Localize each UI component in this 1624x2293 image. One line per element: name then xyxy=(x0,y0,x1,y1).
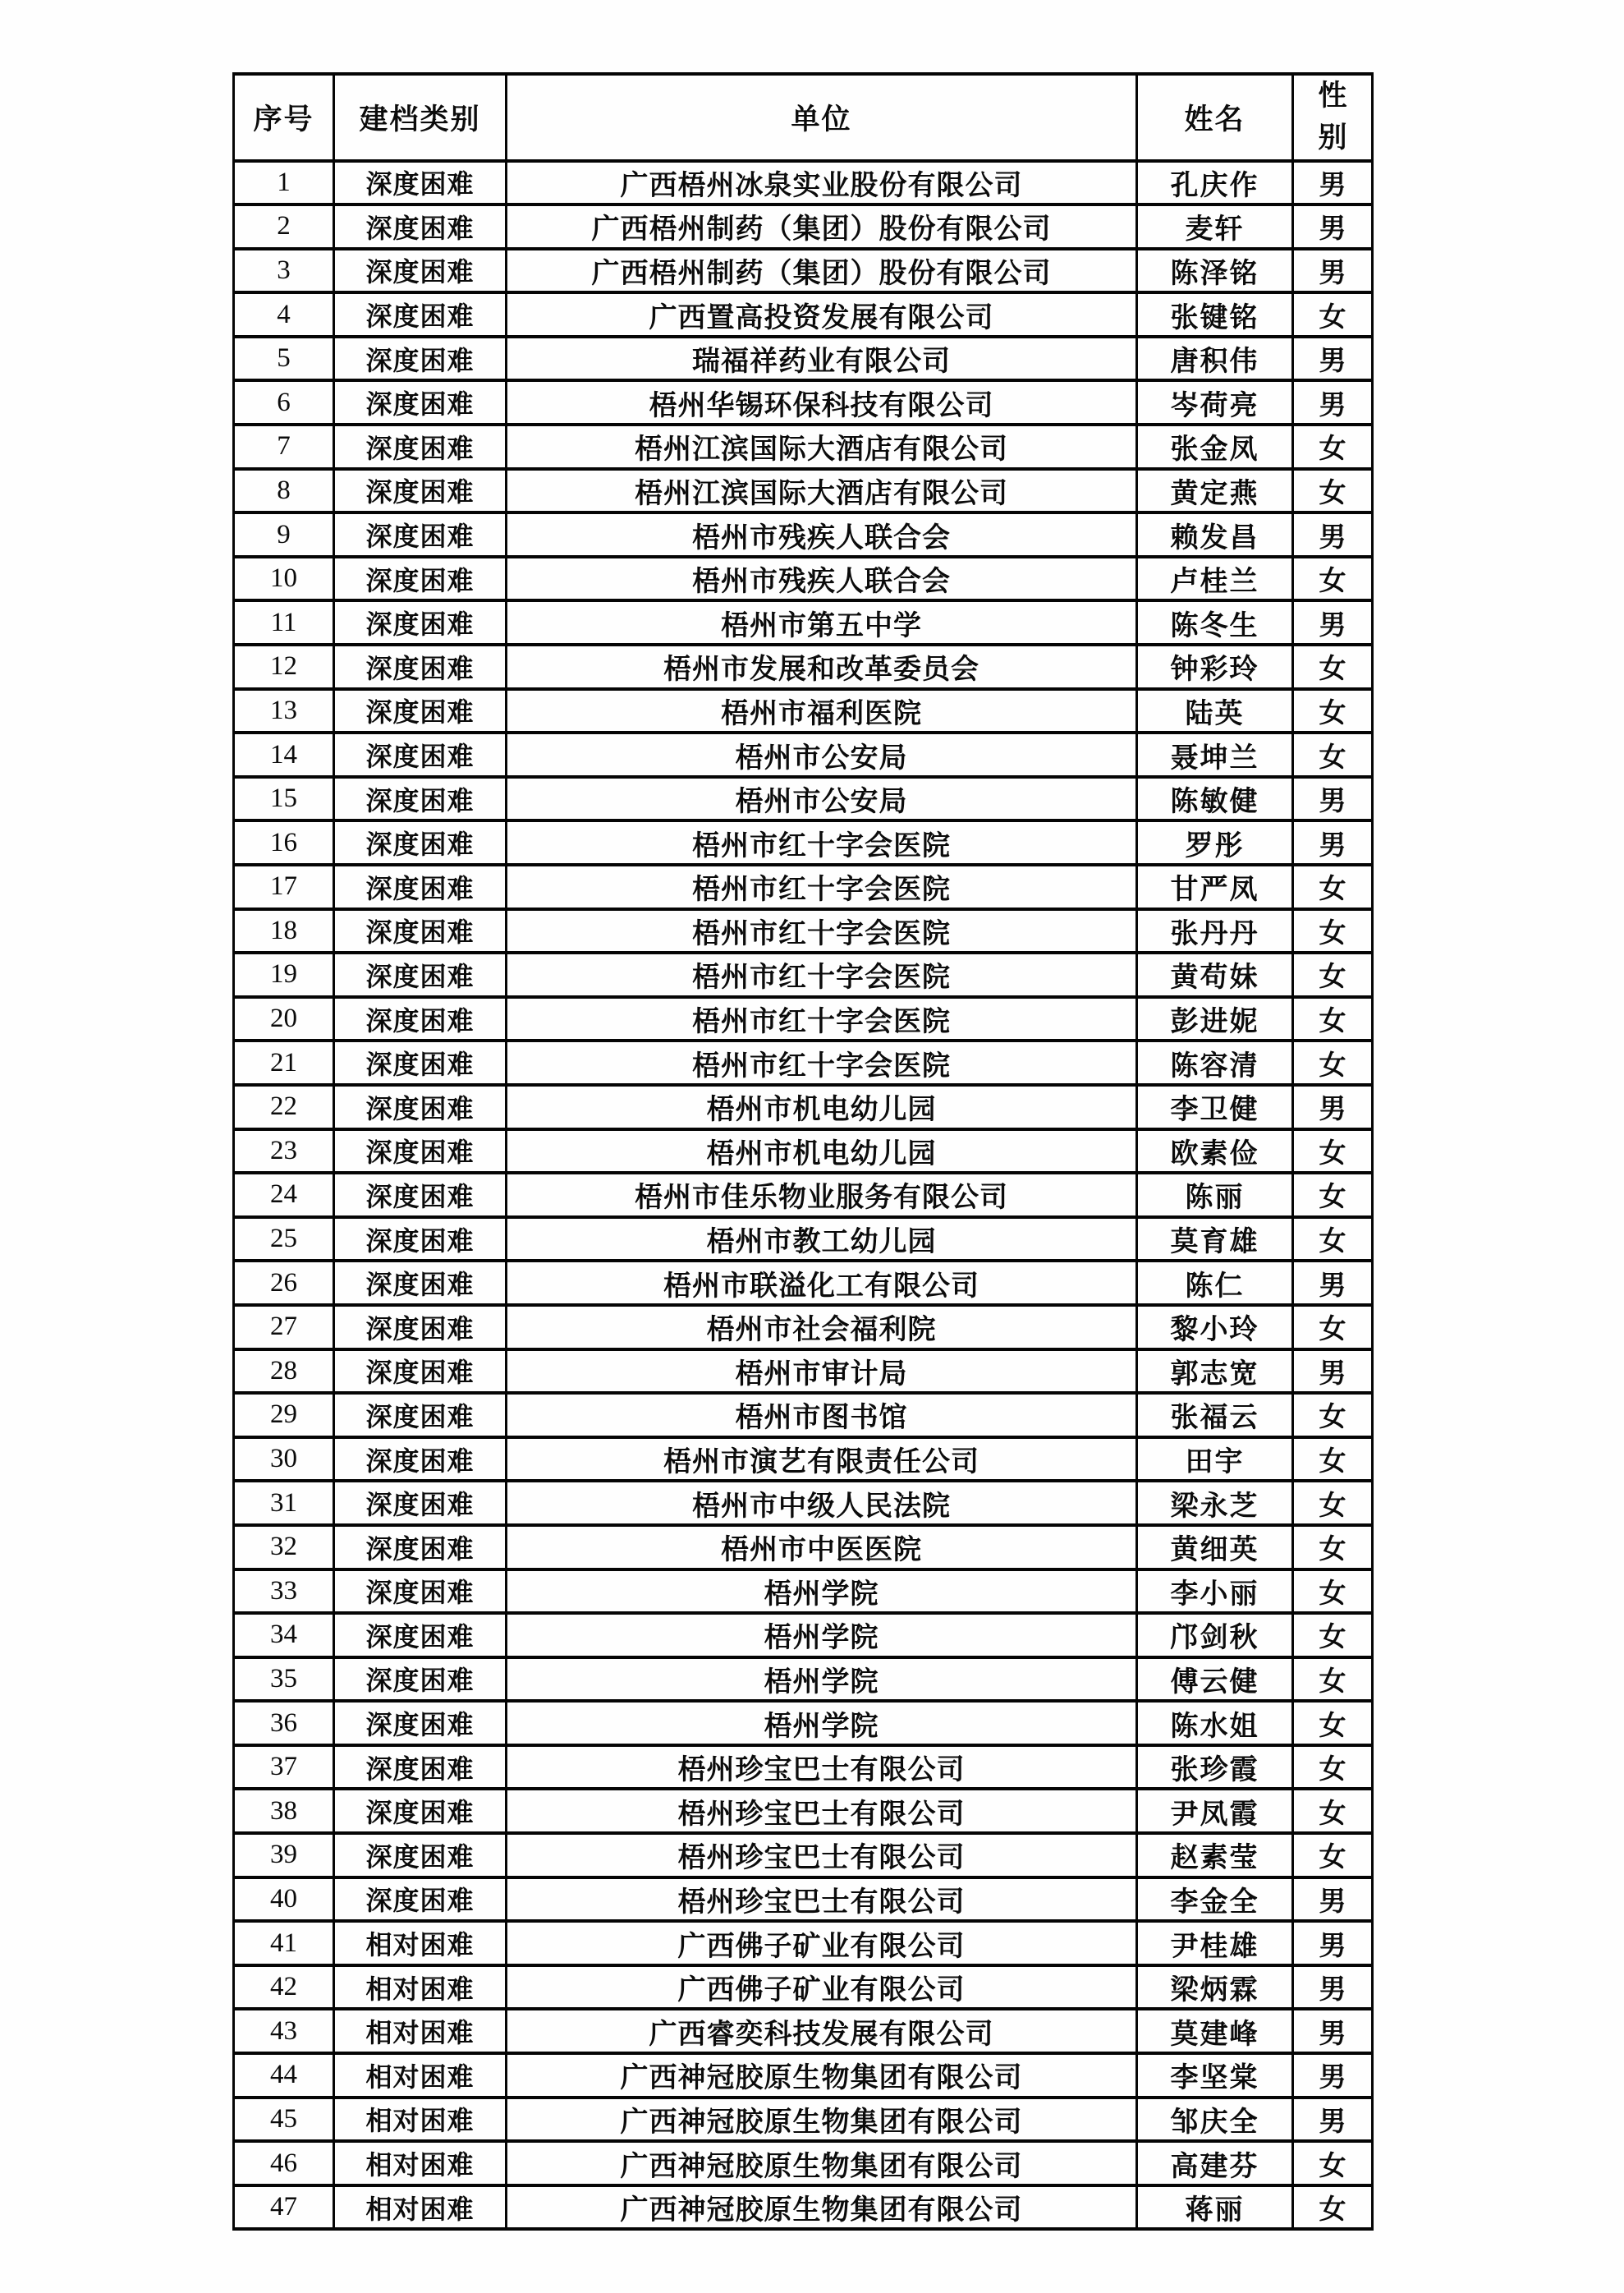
cell-category: 深度困难 xyxy=(334,953,507,997)
cell-unit: 梧州市红十字会医院 xyxy=(507,953,1137,997)
cell-name: 卢桂兰 xyxy=(1137,557,1293,601)
cell-name: 孔庆作 xyxy=(1137,161,1293,205)
cell-name: 陈泽铭 xyxy=(1137,249,1293,293)
cell-category: 深度困难 xyxy=(334,645,507,689)
cell-unit: 梧州市教工幼儿园 xyxy=(507,1217,1137,1261)
cell-category: 相对困难 xyxy=(334,2009,507,2053)
cell-name: 梁永芝 xyxy=(1137,1481,1293,1525)
cell-gender: 女 xyxy=(1293,1657,1373,1702)
header-category xyxy=(334,74,507,161)
cell-name: 莫建峰 xyxy=(1137,2009,1293,2053)
cell-name: 钟彩玲 xyxy=(1137,645,1293,689)
cell-name: 黄细英 xyxy=(1137,1525,1293,1569)
cell-name: 李卫健 xyxy=(1137,1085,1293,1129)
cell-serial-number: 28 xyxy=(234,1349,334,1394)
cell-unit: 梧州珍宝巴士有限公司 xyxy=(507,1877,1137,1922)
cell-serial-number: 32 xyxy=(234,1525,334,1569)
cell-gender: 女 xyxy=(1293,2185,1373,2230)
cell-serial-number: 12 xyxy=(234,645,334,689)
cell-serial-number: 11 xyxy=(234,600,334,645)
cell-serial-number: 22 xyxy=(234,1085,334,1129)
cell-category: 深度困难 xyxy=(334,777,507,821)
table-row xyxy=(234,997,1373,1041)
cell-unit: 梧州市审计局 xyxy=(507,1349,1137,1394)
cell-name: 邹庆全 xyxy=(1137,2098,1293,2142)
cell-unit: 广西梧州冰泉实业股份有限公司 xyxy=(507,161,1137,205)
table-row xyxy=(234,380,1373,425)
cell-gender: 女 xyxy=(1293,1437,1373,1482)
table-row xyxy=(234,645,1373,689)
cell-gender: 男 xyxy=(1293,777,1373,821)
cell-gender: 女 xyxy=(1293,997,1373,1041)
header-category-label: 建档类别 xyxy=(359,103,481,136)
cell-gender: 女 xyxy=(1293,1525,1373,1569)
cell-category: 深度困难 xyxy=(334,1393,507,1437)
cell-unit: 梧州珍宝巴士有限公司 xyxy=(507,1789,1137,1833)
cell-name: 尹凤霞 xyxy=(1137,1789,1293,1833)
table-row xyxy=(234,1701,1373,1745)
cell-gender: 男 xyxy=(1293,2098,1373,2142)
cell-gender: 女 xyxy=(1293,292,1373,337)
table-row xyxy=(234,600,1373,645)
cell-category: 深度困难 xyxy=(334,1701,507,1745)
table-row xyxy=(234,1745,1373,1790)
cell-unit: 梧州市图书馆 xyxy=(507,1393,1137,1437)
cell-unit: 梧州珍宝巴士有限公司 xyxy=(507,1745,1137,1790)
cell-name: 陈丽 xyxy=(1137,1173,1293,1217)
cell-name: 唐积伟 xyxy=(1137,337,1293,381)
cell-category: 深度困难 xyxy=(334,1613,507,1657)
cell-name: 麦轩 xyxy=(1137,204,1293,249)
cell-name: 张福云 xyxy=(1137,1393,1293,1437)
cell-unit: 广西神冠胶原生物集团有限公司 xyxy=(507,2053,1137,2098)
cell-category: 深度困难 xyxy=(334,1349,507,1394)
header-unit xyxy=(507,74,1137,161)
cell-name: 李小丽 xyxy=(1137,1569,1293,1614)
cell-name: 邝剑秋 xyxy=(1137,1613,1293,1657)
cell-gender: 女 xyxy=(1293,1305,1373,1349)
cell-gender: 女 xyxy=(1293,865,1373,909)
header-serial-number-label: 序号 xyxy=(253,103,314,136)
cell-category: 深度困难 xyxy=(334,820,507,865)
cell-gender: 女 xyxy=(1293,2141,1373,2185)
table-row xyxy=(234,1041,1373,1085)
cell-category: 相对困难 xyxy=(334,1965,507,2010)
cell-category: 深度困难 xyxy=(334,997,507,1041)
table-row xyxy=(234,204,1373,249)
cell-category: 深度困难 xyxy=(334,733,507,777)
table-row xyxy=(234,1613,1373,1657)
table-row xyxy=(234,2098,1373,2142)
table-row xyxy=(234,1085,1373,1129)
cell-unit: 梧州市残疾人联合会 xyxy=(507,557,1137,601)
cell-name: 黄定燕 xyxy=(1137,469,1293,513)
table-row xyxy=(234,1261,1373,1305)
cell-gender: 男 xyxy=(1293,1965,1373,2010)
cell-name: 尹桂雄 xyxy=(1137,1921,1293,1965)
cell-unit: 广西梧州制药（集团）股份有限公司 xyxy=(507,249,1137,293)
cell-unit: 广西佛子矿业有限公司 xyxy=(507,1965,1137,2010)
cell-name: 莫育雄 xyxy=(1137,1217,1293,1261)
cell-category: 深度困难 xyxy=(334,380,507,425)
cell-serial-number: 43 xyxy=(234,2009,334,2053)
cell-gender: 男 xyxy=(1293,512,1373,557)
cell-gender: 女 xyxy=(1293,557,1373,601)
cell-serial-number: 30 xyxy=(234,1437,334,1482)
cell-name: 郭志宽 xyxy=(1137,1349,1293,1394)
header-name xyxy=(1137,74,1293,161)
table-row xyxy=(234,865,1373,909)
table-row xyxy=(234,2009,1373,2053)
cell-category: 深度困难 xyxy=(334,1481,507,1525)
table-row xyxy=(234,1921,1373,1965)
cell-name: 李金全 xyxy=(1137,1877,1293,1922)
cell-gender: 女 xyxy=(1293,1217,1373,1261)
cell-name: 赵素莹 xyxy=(1137,1833,1293,1877)
cell-unit: 梧州市社会福利院 xyxy=(507,1305,1137,1349)
cell-serial-number: 3 xyxy=(234,249,334,293)
cell-serial-number: 40 xyxy=(234,1877,334,1922)
cell-unit: 梧州市机电幼儿园 xyxy=(507,1085,1137,1129)
cell-unit: 梧州市公安局 xyxy=(507,733,1137,777)
cell-category: 深度困难 xyxy=(334,689,507,733)
cell-unit: 广西置高投资发展有限公司 xyxy=(507,292,1137,337)
cell-gender: 女 xyxy=(1293,733,1373,777)
cell-unit: 梧州华锡环保科技有限公司 xyxy=(507,380,1137,425)
cell-unit: 瑞福祥药业有限公司 xyxy=(507,337,1137,381)
cell-unit: 梧州学院 xyxy=(507,1657,1137,1702)
cell-category: 深度困难 xyxy=(334,600,507,645)
cell-serial-number: 20 xyxy=(234,997,334,1041)
cell-serial-number: 41 xyxy=(234,1921,334,1965)
cell-serial-number: 5 xyxy=(234,337,334,381)
cell-serial-number: 27 xyxy=(234,1305,334,1349)
cell-name: 高建芬 xyxy=(1137,2141,1293,2185)
table-row xyxy=(234,689,1373,733)
cell-category: 深度困难 xyxy=(334,512,507,557)
table-row xyxy=(234,1349,1373,1394)
table-row xyxy=(234,1305,1373,1349)
cell-serial-number: 16 xyxy=(234,820,334,865)
cell-gender: 女 xyxy=(1293,1789,1373,1833)
cell-unit: 梧州江滨国际大酒店有限公司 xyxy=(507,425,1137,469)
cell-category: 深度困难 xyxy=(334,249,507,293)
table-row xyxy=(234,425,1373,469)
cell-gender: 男 xyxy=(1293,380,1373,425)
cell-unit: 梧州学院 xyxy=(507,1613,1137,1657)
cell-serial-number: 34 xyxy=(234,1613,334,1657)
table-row xyxy=(234,1173,1373,1217)
cell-category: 深度困难 xyxy=(334,1041,507,1085)
cell-unit: 广西神冠胶原生物集团有限公司 xyxy=(507,2098,1137,2142)
cell-serial-number: 42 xyxy=(234,1965,334,2010)
cell-gender: 女 xyxy=(1293,469,1373,513)
cell-category: 深度困难 xyxy=(334,865,507,909)
cell-category: 深度困难 xyxy=(334,1217,507,1261)
cell-unit: 梧州江滨国际大酒店有限公司 xyxy=(507,469,1137,513)
cell-name: 陈水姐 xyxy=(1137,1701,1293,1745)
table-row xyxy=(234,1217,1373,1261)
cell-serial-number: 6 xyxy=(234,380,334,425)
cell-serial-number: 36 xyxy=(234,1701,334,1745)
cell-serial-number: 47 xyxy=(234,2185,334,2230)
cell-serial-number: 25 xyxy=(234,1217,334,1261)
cell-category: 深度困难 xyxy=(334,1173,507,1217)
cell-unit: 梧州市演艺有限责任公司 xyxy=(507,1437,1137,1482)
cell-gender: 女 xyxy=(1293,1613,1373,1657)
cell-gender: 女 xyxy=(1293,689,1373,733)
table-row xyxy=(234,1833,1373,1877)
cell-category: 深度困难 xyxy=(334,337,507,381)
cell-category: 深度困难 xyxy=(334,1129,507,1174)
cell-serial-number: 26 xyxy=(234,1261,334,1305)
cell-serial-number: 18 xyxy=(234,909,334,954)
cell-gender: 女 xyxy=(1293,645,1373,689)
cell-serial-number: 29 xyxy=(234,1393,334,1437)
table-row xyxy=(234,2185,1373,2230)
cell-unit: 广西神冠胶原生物集团有限公司 xyxy=(507,2185,1137,2230)
cell-serial-number: 46 xyxy=(234,2141,334,2185)
cell-gender: 女 xyxy=(1293,1041,1373,1085)
table-row xyxy=(234,469,1373,513)
cell-gender: 女 xyxy=(1293,1701,1373,1745)
cell-gender: 男 xyxy=(1293,820,1373,865)
cell-unit: 梧州市红十字会医院 xyxy=(507,1041,1137,1085)
cell-unit: 梧州市联溢化工有限公司 xyxy=(507,1261,1137,1305)
cell-gender: 女 xyxy=(1293,1569,1373,1614)
cell-category: 深度困难 xyxy=(334,425,507,469)
header-unit-label: 单位 xyxy=(791,103,852,136)
cell-category: 深度困难 xyxy=(334,1569,507,1614)
table-row xyxy=(234,1393,1373,1437)
cell-category: 深度困难 xyxy=(334,1745,507,1790)
table-row xyxy=(234,512,1373,557)
cell-unit: 梧州市发展和改革委员会 xyxy=(507,645,1137,689)
cell-unit: 梧州市福利医院 xyxy=(507,689,1137,733)
cell-serial-number: 23 xyxy=(234,1129,334,1174)
cell-category: 深度困难 xyxy=(334,1437,507,1482)
cell-name: 罗彤 xyxy=(1137,820,1293,865)
table-row xyxy=(234,1965,1373,2010)
table-row xyxy=(234,1437,1373,1482)
cell-gender: 男 xyxy=(1293,1261,1373,1305)
cell-serial-number: 44 xyxy=(234,2053,334,2098)
cell-category: 深度困难 xyxy=(334,1085,507,1129)
cell-serial-number: 37 xyxy=(234,1745,334,1790)
cell-serial-number: 13 xyxy=(234,689,334,733)
table-row xyxy=(234,1129,1373,1174)
table-row xyxy=(234,1481,1373,1525)
cell-gender: 男 xyxy=(1293,1877,1373,1922)
cell-gender: 男 xyxy=(1293,1921,1373,1965)
cell-unit: 广西神冠胶原生物集团有限公司 xyxy=(507,2141,1137,2185)
cell-serial-number: 2 xyxy=(234,204,334,249)
table-row xyxy=(234,820,1373,865)
cell-category: 相对困难 xyxy=(334,2053,507,2098)
cell-gender: 男 xyxy=(1293,249,1373,293)
cell-unit: 梧州市红十字会医院 xyxy=(507,865,1137,909)
table-row xyxy=(234,2141,1373,2185)
table-row xyxy=(234,161,1373,205)
cell-gender: 男 xyxy=(1293,337,1373,381)
cell-name: 蒋丽 xyxy=(1137,2185,1293,2230)
cell-unit: 梧州市红十字会医院 xyxy=(507,997,1137,1041)
cell-category: 深度困难 xyxy=(334,909,507,954)
cell-unit: 梧州珍宝巴士有限公司 xyxy=(507,1833,1137,1877)
cell-unit: 梧州市中医医院 xyxy=(507,1525,1137,1569)
cell-gender: 女 xyxy=(1293,909,1373,954)
cell-unit: 梧州市佳乐物业服务有限公司 xyxy=(507,1173,1137,1217)
cell-gender: 男 xyxy=(1293,2009,1373,2053)
cell-name: 陈仁 xyxy=(1137,1261,1293,1305)
cell-name: 黎小玲 xyxy=(1137,1305,1293,1349)
table-row xyxy=(234,337,1373,381)
cell-unit: 广西佛子矿业有限公司 xyxy=(507,1921,1137,1965)
table-row xyxy=(234,1789,1373,1833)
cell-gender: 男 xyxy=(1293,2053,1373,2098)
cell-unit: 梧州市第五中学 xyxy=(507,600,1137,645)
cell-unit: 梧州市残疾人联合会 xyxy=(507,512,1137,557)
cell-gender: 女 xyxy=(1293,1393,1373,1437)
table-row xyxy=(234,1657,1373,1702)
cell-gender: 女 xyxy=(1293,1129,1373,1174)
cell-gender: 女 xyxy=(1293,1173,1373,1217)
cell-serial-number: 10 xyxy=(234,557,334,601)
cell-serial-number: 1 xyxy=(234,161,334,205)
cell-category: 深度困难 xyxy=(334,1261,507,1305)
cell-serial-number: 9 xyxy=(234,512,334,557)
cell-serial-number: 19 xyxy=(234,953,334,997)
cell-category: 相对困难 xyxy=(334,2098,507,2142)
cell-name: 张键铭 xyxy=(1137,292,1293,337)
cell-category: 深度困难 xyxy=(334,1789,507,1833)
table-row xyxy=(234,909,1373,954)
cell-category: 相对困难 xyxy=(334,2185,507,2230)
table-row xyxy=(234,2053,1373,2098)
table-body xyxy=(234,161,1373,2230)
cell-category: 相对困难 xyxy=(334,2141,507,2185)
cell-category: 深度困难 xyxy=(334,557,507,601)
cell-serial-number: 14 xyxy=(234,733,334,777)
cell-unit: 广西梧州制药（集团）股份有限公司 xyxy=(507,204,1137,249)
cell-unit: 梧州学院 xyxy=(507,1569,1137,1614)
cell-name: 张珍霞 xyxy=(1137,1745,1293,1790)
cell-name: 陈容清 xyxy=(1137,1041,1293,1085)
cell-unit: 梧州市公安局 xyxy=(507,777,1137,821)
records-table xyxy=(232,72,1374,2231)
cell-category: 深度困难 xyxy=(334,1525,507,1569)
table-row xyxy=(234,249,1373,293)
cell-gender: 女 xyxy=(1293,425,1373,469)
cell-name: 李坚棠 xyxy=(1137,2053,1293,2098)
cell-gender: 女 xyxy=(1293,953,1373,997)
cell-name: 张丹丹 xyxy=(1137,909,1293,954)
cell-serial-number: 24 xyxy=(234,1173,334,1217)
header-serial-number xyxy=(234,74,334,161)
cell-gender: 男 xyxy=(1293,161,1373,205)
cell-serial-number: 8 xyxy=(234,469,334,513)
cell-name: 聂坤兰 xyxy=(1137,733,1293,777)
cell-name: 岑荷亮 xyxy=(1137,380,1293,425)
table-row xyxy=(234,1525,1373,1569)
table-row xyxy=(234,733,1373,777)
cell-category: 深度困难 xyxy=(334,1877,507,1922)
cell-category: 深度困难 xyxy=(334,1305,507,1349)
cell-serial-number: 17 xyxy=(234,865,334,909)
cell-serial-number: 33 xyxy=(234,1569,334,1614)
table-row xyxy=(234,557,1373,601)
cell-category: 深度困难 xyxy=(334,1657,507,1702)
cell-name: 甘严凤 xyxy=(1137,865,1293,909)
cell-category: 深度困难 xyxy=(334,292,507,337)
cell-serial-number: 45 xyxy=(234,2098,334,2142)
cell-gender: 男 xyxy=(1293,600,1373,645)
header-gender-label: 性别 xyxy=(1318,80,1347,154)
cell-name: 梁炳霖 xyxy=(1137,1965,1293,2010)
cell-serial-number: 21 xyxy=(234,1041,334,1085)
table-row xyxy=(234,1569,1373,1614)
cell-serial-number: 38 xyxy=(234,1789,334,1833)
cell-gender: 男 xyxy=(1293,1085,1373,1129)
table-row xyxy=(234,777,1373,821)
cell-name: 欧素俭 xyxy=(1137,1129,1293,1174)
table-header-row xyxy=(234,74,1373,161)
cell-name: 陈冬生 xyxy=(1137,600,1293,645)
cell-name: 傅云健 xyxy=(1137,1657,1293,1702)
cell-category: 深度困难 xyxy=(334,204,507,249)
cell-unit: 梧州市红十字会医院 xyxy=(507,820,1137,865)
cell-name: 张金凤 xyxy=(1137,425,1293,469)
cell-category: 深度困难 xyxy=(334,469,507,513)
cell-unit: 梧州市中级人民法院 xyxy=(507,1481,1137,1525)
cell-unit: 广西睿奕科技发展有限公司 xyxy=(507,2009,1137,2053)
cell-serial-number: 7 xyxy=(234,425,334,469)
cell-serial-number: 31 xyxy=(234,1481,334,1525)
cell-gender: 女 xyxy=(1293,1833,1373,1877)
table-row xyxy=(234,1877,1373,1922)
cell-gender: 女 xyxy=(1293,1481,1373,1525)
cell-name: 陈敏健 xyxy=(1137,777,1293,821)
cell-category: 深度困难 xyxy=(334,161,507,205)
cell-name: 黄苟妹 xyxy=(1137,953,1293,997)
cell-serial-number: 4 xyxy=(234,292,334,337)
cell-gender: 男 xyxy=(1293,204,1373,249)
cell-gender: 女 xyxy=(1293,1745,1373,1790)
cell-gender: 男 xyxy=(1293,1349,1373,1394)
cell-serial-number: 39 xyxy=(234,1833,334,1877)
cell-serial-number: 15 xyxy=(234,777,334,821)
header-name-label: 姓名 xyxy=(1184,103,1246,136)
cell-unit: 梧州市机电幼儿园 xyxy=(507,1129,1137,1174)
cell-unit: 梧州市红十字会医院 xyxy=(507,909,1137,954)
cell-name: 陆英 xyxy=(1137,689,1293,733)
cell-unit: 梧州学院 xyxy=(507,1701,1137,1745)
header-gender xyxy=(1293,74,1373,161)
table-row xyxy=(234,292,1373,337)
cell-name: 赖发昌 xyxy=(1137,512,1293,557)
cell-name: 田宇 xyxy=(1137,1437,1293,1482)
cell-category: 相对困难 xyxy=(334,1921,507,1965)
table-row xyxy=(234,953,1373,997)
cell-name: 彭进妮 xyxy=(1137,997,1293,1041)
cell-category: 深度困难 xyxy=(334,1833,507,1877)
cell-serial-number: 35 xyxy=(234,1657,334,1702)
